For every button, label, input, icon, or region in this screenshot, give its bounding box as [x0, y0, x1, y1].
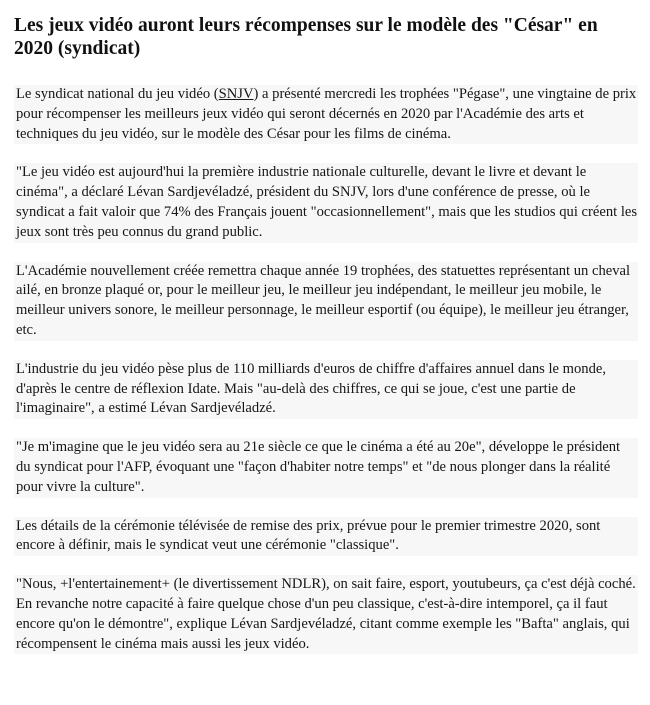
paragraph-4: L'industrie du jeu vidéo pèse plus de 110 milliards d'euros de chiffre d'affaires annuel dans le monde, d'après le centre de réflexion Idate. Mais "au-delà des chiffres, ce qui se joue, c'est une partie de l'imaginaire", a estimé Lévan Sardjevéladzé. — [14, 360, 638, 419]
paragraph-5: "Je m'imagine que le jeu vidéo sera au 21e siècle ce que le cinéma a été au 20e", développe le président du syndicat pour l'AFP, évoquant une "façon d'habiter notre temps" et "de nous plonger dans la réalité pour vivre la culture". — [14, 438, 638, 497]
paragraph-1-text-after-link: ) a présenté mercredi les trophées "Pégase", une vingtaine de prix pour récompenser les meilleurs jeux vidéo qui seront décernés en 2020 par l'Académie des arts et techniques du jeu vidéo, sur le modèle des César pour les films de cinéma. — [16, 86, 637, 142]
paragraph-3: L'Académie nouvellement créée remettra chaque année 19 trophées, des statuettes représentant un cheval ailé, en bronze plaqué or, pour le meilleur jeu, le meilleur jeu indépendant, le meilleur jeu mobile, le meilleur univers sonore, le meilleur personnage, le meilleur esportif (ou équipe), le meilleur jeu étranger, etc. — [14, 262, 638, 341]
paragraph-6: Les détails de la cérémonie télévisée de remise des prix, prévue pour le premier trimestre 2020, sont encore à définir, mais le syndicat veut une cérémonie "classique". — [14, 517, 638, 557]
paragraph-1-text-before-link: Le syndicat national du jeu vidéo ( — [16, 86, 219, 102]
article — [14, 14, 638, 673]
paragraph-7: "Nous, +l'entertainement+ (le divertissement NDLR), on sait faire, esport, youtubeurs, ça c'est déjà coché. En revanche notre capacité à faire quelque chose d'un peu classique, c'est-à-dire intemporel, ça il faut encore qu'on le démontre", explique Lévan Sardjevéladzé, citant comme exemple les "Bafta" anglais, qui récompensent le cinéma mais aussi les jeux vidéo. — [14, 575, 638, 654]
paragraph-2: "Le jeu vidéo est aujourd'hui la première industrie nationale culturelle, devant le livre et devant le cinéma", a déclaré Lévan Sardjevéladzé, président du SNJV, lors d'une conférence de presse, où le syndicat a fait valoir que 74% des Français jouent "occasionnellement", mais que les studios qui créent les jeux sont très peu connus du grand public. — [14, 163, 638, 242]
paragraph-1 — [14, 85, 638, 144]
snjv-link[interactable]: SNJV — [218, 86, 254, 102]
article-title: Les jeux vidéo auront leurs récompenses sur le modèle des "César" en 2020 (syndicat) — [14, 15, 598, 59]
